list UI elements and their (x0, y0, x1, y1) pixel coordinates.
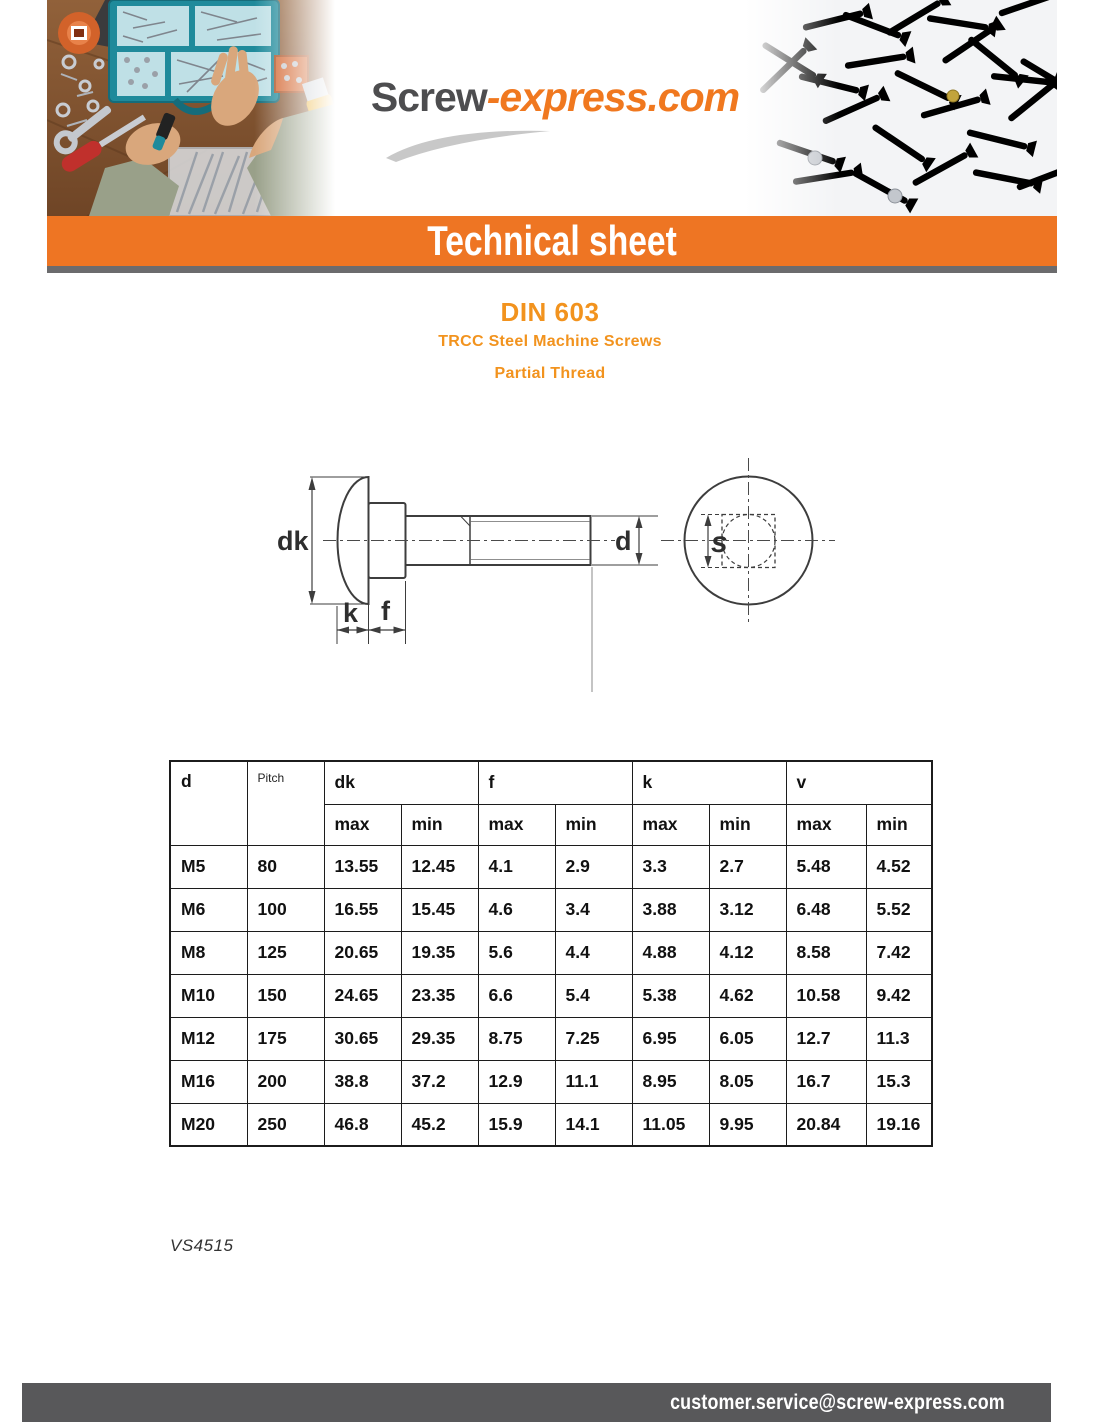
value-cell: 37.2 (401, 1060, 478, 1103)
value-cell: 45.2 (401, 1103, 478, 1146)
value-cell: 29.35 (401, 1017, 478, 1060)
value-cell: 8.75 (478, 1017, 555, 1060)
table-row (170, 974, 932, 1017)
col-header-d: d (170, 761, 247, 845)
value-cell: 2.7 (709, 845, 786, 888)
value-cell: 4.12 (709, 931, 786, 974)
value-cell: 11.05 (632, 1103, 709, 1146)
value-cell: 6.05 (709, 1017, 786, 1060)
value-cell: 8.95 (632, 1060, 709, 1103)
value-cell: 3.3 (632, 845, 709, 888)
pitch-cell: 100 (247, 888, 324, 931)
brand-name-primary: Screw (370, 74, 487, 120)
spec-table (169, 760, 933, 1147)
screws-pile-photo (745, 0, 1057, 216)
value-cell: 46.8 (324, 1103, 401, 1146)
value-cell: 20.84 (786, 1103, 866, 1146)
value-cell: 5.4 (555, 974, 632, 1017)
label-shank-diameter: d (615, 526, 632, 556)
logo-swoosh-icon (382, 124, 557, 164)
value-cell: 8.05 (709, 1060, 786, 1103)
workbench-photo (47, 0, 335, 216)
col-header-dk: dk (324, 761, 478, 804)
value-cell: 38.8 (324, 1060, 401, 1103)
size-cell: M16 (170, 1060, 247, 1103)
subheader-dk-max: max (324, 804, 401, 845)
value-cell: 20.65 (324, 931, 401, 974)
subheader-v-max: max (786, 804, 866, 845)
subheader-f-min: min (555, 804, 632, 845)
value-cell: 5.6 (478, 931, 555, 974)
spec-table-body (170, 845, 932, 1146)
value-cell: 4.1 (478, 845, 555, 888)
value-cell: 3.12 (709, 888, 786, 931)
value-cell: 3.4 (555, 888, 632, 931)
value-cell: 11.1 (555, 1060, 632, 1103)
footer-bar (22, 1383, 1051, 1422)
value-cell: 10.58 (786, 974, 866, 1017)
col-header-k: k (632, 761, 786, 804)
label-neck-length: f (381, 596, 390, 626)
value-cell: 24.65 (324, 974, 401, 1017)
thread-subtitle: Partial Thread (494, 365, 606, 382)
label-head-diameter: dk (277, 526, 309, 556)
value-cell: 6.95 (632, 1017, 709, 1060)
table-row (170, 1103, 932, 1146)
value-cell: 11.3 (866, 1017, 932, 1060)
size-cell: M10 (170, 974, 247, 1017)
value-cell: 5.52 (866, 888, 932, 931)
size-cell: M12 (170, 1017, 247, 1060)
value-cell: 19.35 (401, 931, 478, 974)
reference-code: VS4515 (170, 1236, 234, 1255)
label-square-width: s (711, 526, 728, 559)
pitch-cell: 200 (247, 1060, 324, 1103)
value-cell: 19.16 (866, 1103, 932, 1146)
value-cell: 14.1 (555, 1103, 632, 1146)
table-row (170, 845, 932, 888)
pitch-cell: 175 (247, 1017, 324, 1060)
value-cell: 6.6 (478, 974, 555, 1017)
value-cell: 7.42 (866, 931, 932, 974)
value-cell: 4.52 (866, 845, 932, 888)
brand-name-secondary: -express.com (486, 74, 740, 120)
table-header-row (170, 761, 932, 804)
value-cell: 9.95 (709, 1103, 786, 1146)
col-header-f: f (478, 761, 632, 804)
col-header-v: v (786, 761, 932, 804)
col-header-pitch: Pitch (247, 761, 324, 845)
subheader-f-max: max (478, 804, 555, 845)
brand-logo-text (340, 74, 770, 121)
size-cell: M20 (170, 1103, 247, 1146)
value-cell: 16.7 (786, 1060, 866, 1103)
value-cell: 15.3 (866, 1060, 932, 1103)
value-cell: 12.45 (401, 845, 478, 888)
value-cell: 5.48 (786, 845, 866, 888)
value-cell: 4.88 (632, 931, 709, 974)
banner-title: Technical sheet (427, 217, 677, 264)
value-cell: 2.9 (555, 845, 632, 888)
value-cell: 4.6 (478, 888, 555, 931)
value-cell: 15.9 (478, 1103, 555, 1146)
product-subtitle: TRCC Steel Machine Screws (438, 333, 662, 350)
size-cell: M6 (170, 888, 247, 931)
value-cell: 12.9 (478, 1060, 555, 1103)
table-row (170, 1017, 932, 1060)
standard-title: DIN 603 (500, 297, 600, 327)
subheader-k-min: min (709, 804, 786, 845)
brand-logo (340, 74, 770, 184)
value-cell: 4.62 (709, 974, 786, 1017)
value-cell: 23.35 (401, 974, 478, 1017)
pitch-cell: 80 (247, 845, 324, 888)
value-cell: 12.7 (786, 1017, 866, 1060)
value-cell: 4.4 (555, 931, 632, 974)
value-cell: 7.25 (555, 1017, 632, 1060)
value-cell: 6.48 (786, 888, 866, 931)
value-cell: 3.88 (632, 888, 709, 931)
value-cell: 15.45 (401, 888, 478, 931)
label-head-height: k (343, 598, 359, 628)
value-cell: 9.42 (866, 974, 932, 1017)
bolt-diagram (265, 445, 885, 705)
value-cell: 30.65 (324, 1017, 401, 1060)
title-banner (47, 216, 1057, 266)
subheader-k-max: max (632, 804, 709, 845)
table-row (170, 1060, 932, 1103)
pitch-cell: 250 (247, 1103, 324, 1146)
table-row (170, 888, 932, 931)
value-cell: 5.38 (632, 974, 709, 1017)
table-row (170, 931, 932, 974)
value-cell: 16.55 (324, 888, 401, 931)
value-cell: 8.58 (786, 931, 866, 974)
size-cell: M5 (170, 845, 247, 888)
pitch-cell: 150 (247, 974, 324, 1017)
banner-underline (47, 266, 1057, 273)
contact-email: customer.service@screw-express.com (670, 1390, 1005, 1414)
subheader-v-min: min (866, 804, 932, 845)
pitch-cell: 125 (247, 931, 324, 974)
value-cell: 13.55 (324, 845, 401, 888)
size-cell: M8 (170, 931, 247, 974)
subheader-dk-min: min (401, 804, 478, 845)
